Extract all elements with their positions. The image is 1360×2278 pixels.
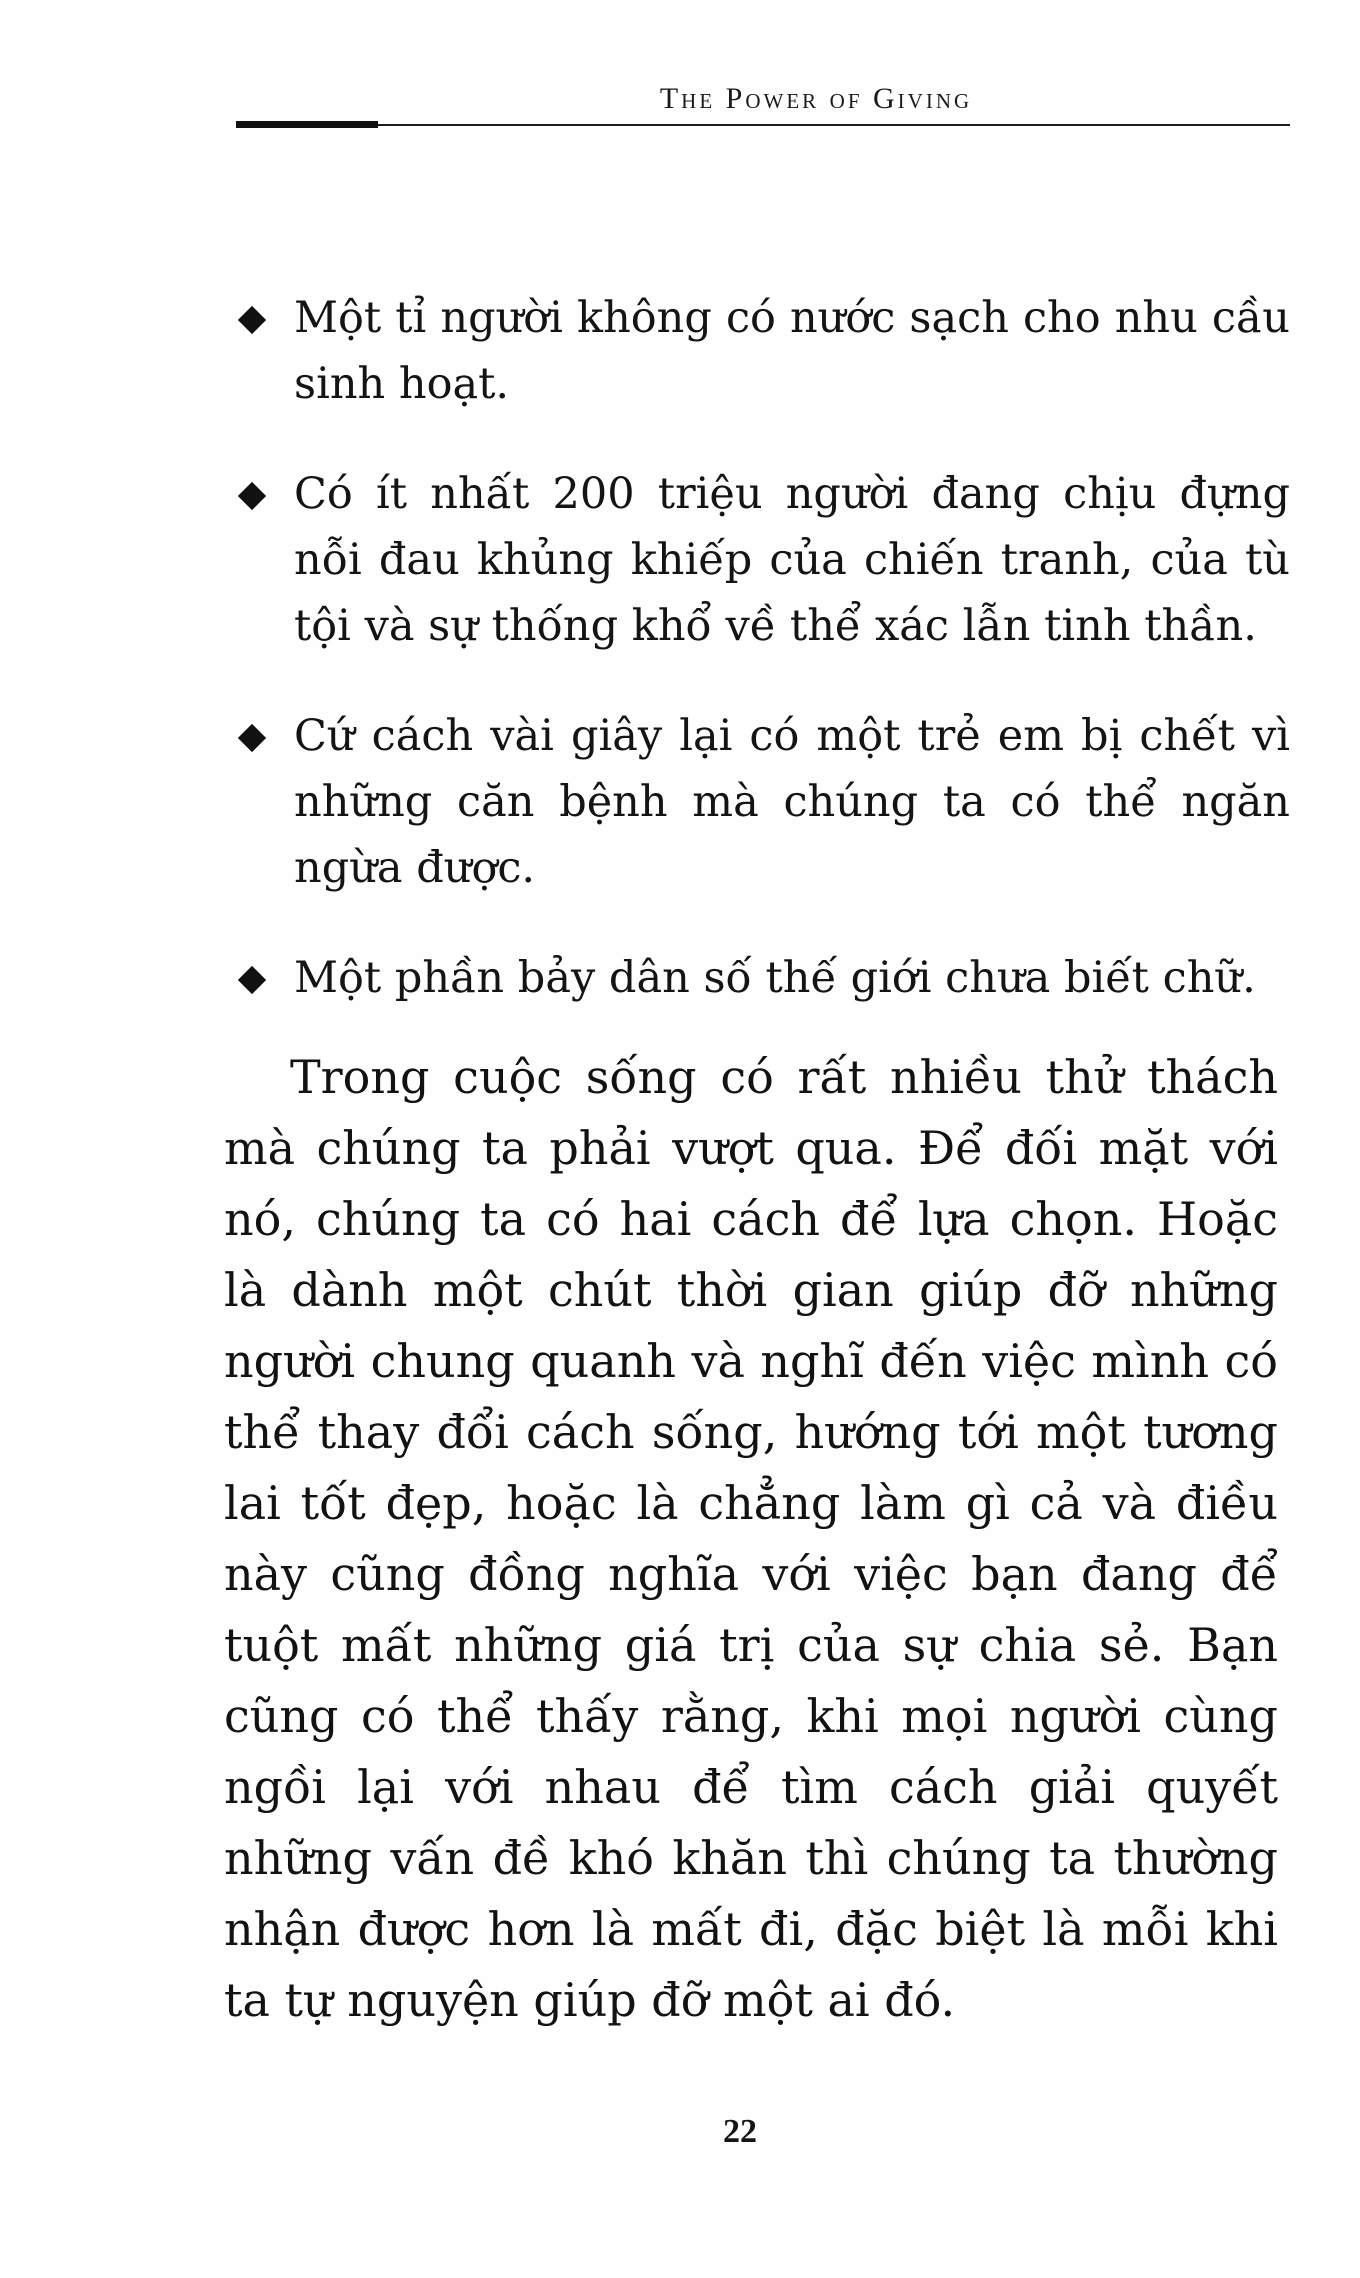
- diamond-bullet-icon: [238, 966, 266, 994]
- diamond-bullet-icon: [238, 724, 266, 752]
- body-paragraph: Trong cuộc sống có rất nhiều thử thách mà chúng ta phải vượt qua. Để đối mặt với nó, chúng ta có hai cách để lựa chọn. Hoặc là dành một chút thời gian giúp đỡ những người chung quanh và nghĩ đến việc mình có thể thay đổi cách sống, hướng tới một tương lai tốt đẹp, hoặc là chẳng làm gì cả và điều này cũng đồng nghĩa với việc bạn đang để tuột mất những giá trị của sự chia sẻ. Bạn cũng có thể thấy rằng, khi mọi người cùng ngồi lại với nhau để tìm cách giải quyết những vấn đề khó khăn thì chúng ta thường nhận được hơn là mất đi, đặc biệt là mỗi khi ta tự nguyện giúp đỡ một ai đó.: [224, 1050, 1278, 2027]
- list-item-text: Có ít nhất 200 triệu người đang chịu đựng nỗi đau khủng khiếp của chiến tranh, của tù tội và sự thống khổ về thể xác lẫn tinh thần.: [294, 469, 1290, 651]
- list-item: [236, 461, 1290, 659]
- list-item-text: Một tỉ người không có nước sạch cho nhu cầu sinh hoạt.: [294, 293, 1290, 409]
- running-header: [236, 82, 1290, 142]
- header-rule-thick: [236, 121, 378, 128]
- list-item: [236, 285, 1290, 417]
- bullet-list: [236, 285, 1290, 1011]
- header-rule-thin: [378, 124, 1290, 126]
- list-item: [236, 703, 1290, 901]
- diamond-bullet-icon: [238, 306, 266, 334]
- diamond-bullet-icon: [238, 482, 266, 510]
- list-item: [236, 945, 1290, 1011]
- list-item-text: Một phần bảy dân số thế giới chưa biết chữ.: [294, 953, 1256, 1003]
- list-item-text: Cứ cách vài giây lại có một trẻ em bị chết vì những căn bệnh mà chúng ta có thể ngăn ngừa được.: [294, 711, 1290, 893]
- running-title: The Power of Giving: [659, 82, 973, 115]
- page-number: 22: [723, 2113, 757, 2150]
